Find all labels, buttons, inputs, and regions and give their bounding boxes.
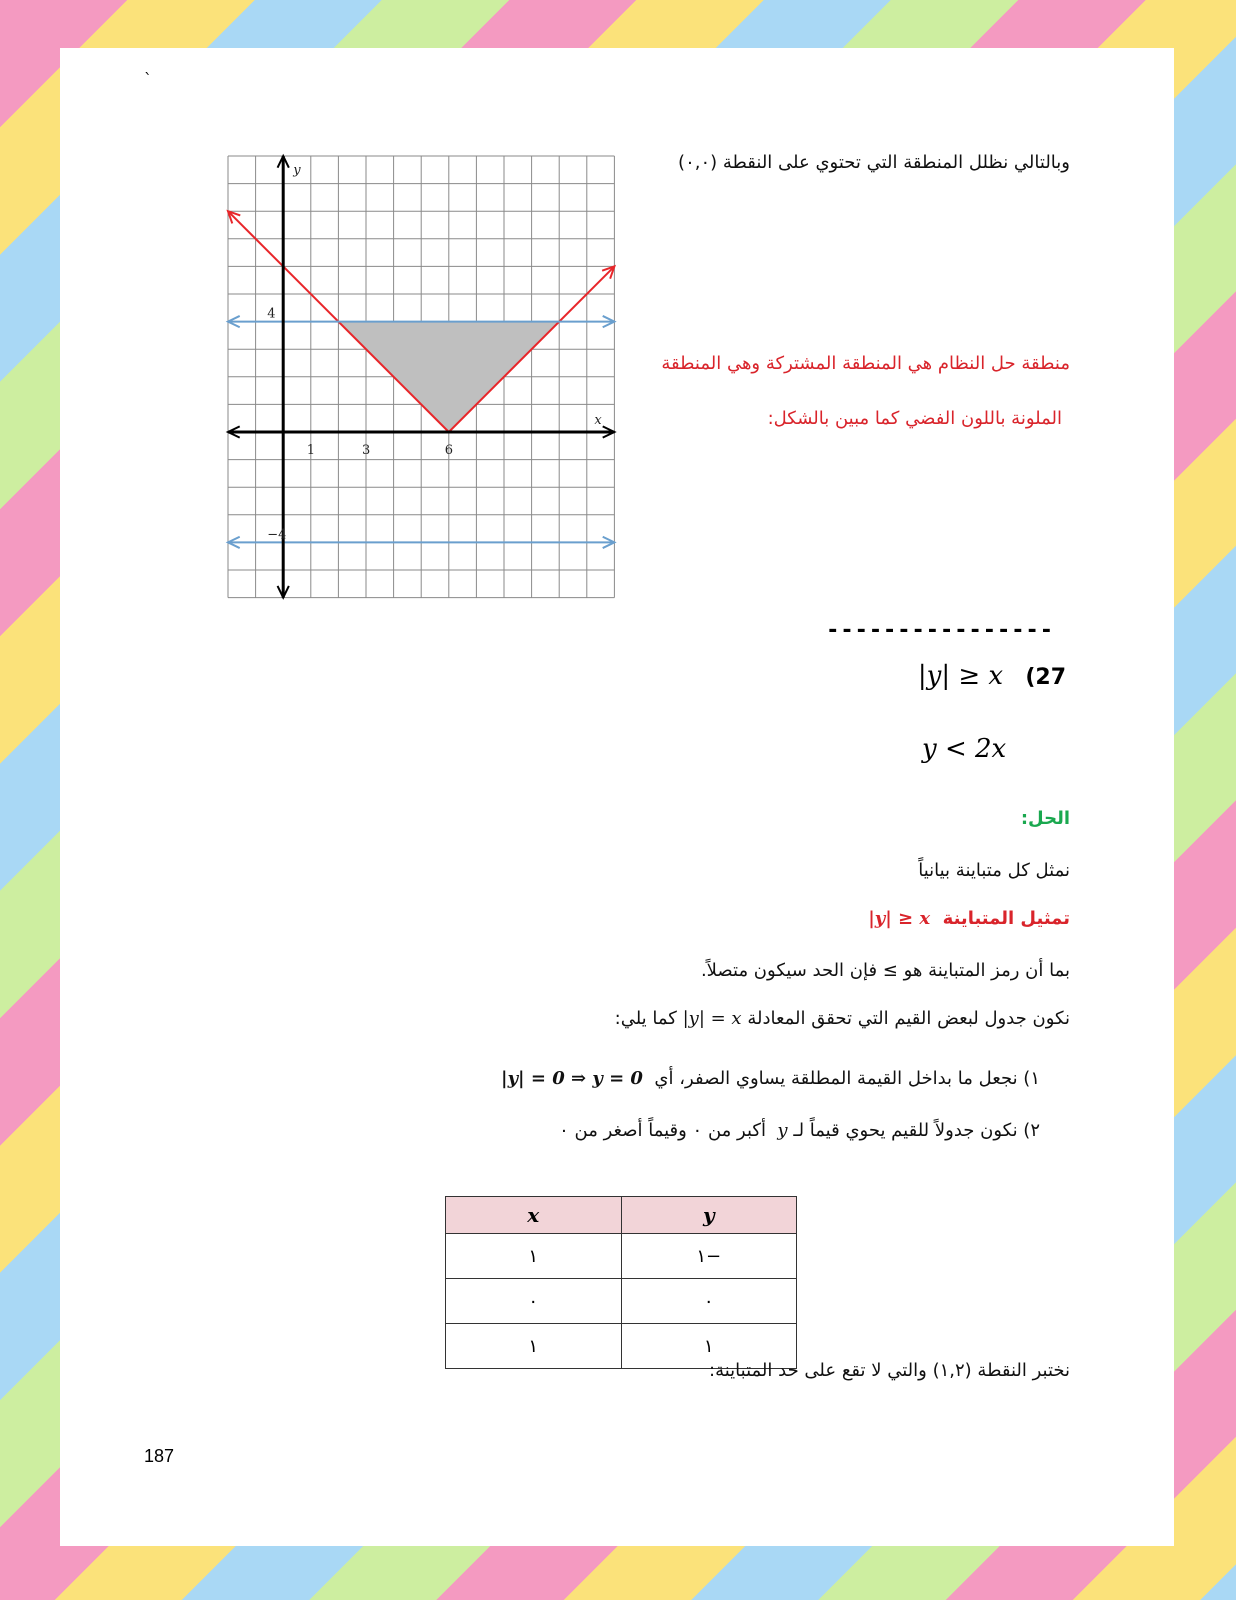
- table-cell-y: ١: [621, 1324, 797, 1369]
- table-header-y: y: [621, 1197, 797, 1234]
- table-cell-y: ١−: [621, 1234, 797, 1279]
- problem-number: (27: [1025, 665, 1066, 690]
- x-tick-label: 6: [444, 443, 454, 458]
- step2-var: y: [777, 1120, 788, 1141]
- table-row: [446, 1234, 797, 1279]
- problem-27: [918, 661, 1066, 691]
- represent-heading: [868, 908, 1070, 929]
- graph: [220, 148, 620, 628]
- values-table: [445, 1196, 797, 1369]
- table-cell-x: ٠: [446, 1279, 622, 1324]
- table-cell-y: ٠: [621, 1279, 797, 1324]
- represent-heading-text: تمثيل المتباينة: [942, 908, 1070, 929]
- table-intro-line: [615, 1008, 1070, 1029]
- represent-heading-math: |y| ≥ x: [868, 908, 931, 929]
- test-point-line: نختبر النقطة (١,٢) والتي لا تقع على حد المتباينة:: [709, 1360, 1070, 1381]
- x-tick-label: 3: [362, 443, 371, 458]
- table-intro-text: نكون جدول لبعض القيم التي تحقق المعادلة: [747, 1008, 1070, 1029]
- step-2: [559, 1120, 1040, 1141]
- step2-end: أكبر من ٠ وقيماً أصغر من ٠: [559, 1120, 766, 1141]
- solution-label: الحل:: [1020, 808, 1070, 829]
- table-header-x: x: [446, 1197, 622, 1234]
- page: [60, 48, 1174, 1546]
- step1-text: ١) نجعل ما بداخل القيمة المطلقة يساوي الصفر، أي: [654, 1068, 1040, 1089]
- y-tick-label: −4: [267, 527, 287, 543]
- top-mark: `: [144, 70, 152, 89]
- step1-math: |y| = 0 ⇒ y = 0: [501, 1068, 643, 1089]
- inequality-1: |y| ≥ x: [917, 661, 1004, 691]
- table-row: [446, 1279, 797, 1324]
- since-symbol-line: بما أن رمز المتباينة هو ≥ فإن الحد سيكون متصلاً.: [700, 960, 1070, 981]
- graph-each-line: نمثل كل متباينة بيانياً: [918, 860, 1070, 881]
- y-tick-label: 4: [267, 306, 276, 322]
- inequality-2: y < 2x: [922, 734, 1007, 764]
- x-tick-label: 1: [306, 443, 316, 458]
- y-axis-label: y: [293, 163, 301, 178]
- table-intro-end: كما يلي:: [614, 1008, 677, 1029]
- page-number: 187: [144, 1446, 175, 1466]
- intro-line: وبالتالي نظلل المنطقة التي تحتوي على النقطة (٠,٠): [678, 152, 1070, 173]
- table-cell-x: ١: [446, 1324, 622, 1369]
- x-axis-label: x: [594, 413, 602, 428]
- step2-text: ٢) نكون جدولاً للقيم يحوي قيماً لـ: [793, 1120, 1040, 1141]
- solution-region-line1: منطقة حل النظام هي المنطقة المشتركة وهي المنطقة: [661, 353, 1070, 374]
- table-cell-x: ١: [446, 1234, 622, 1279]
- solution-region-line2: الملونة باللون الفضي كما مبين بالشكل:: [767, 408, 1062, 429]
- step-1: [501, 1068, 1040, 1089]
- table-header-row: [446, 1197, 797, 1234]
- separator: ----------------: [826, 618, 1054, 643]
- table-intro-math: |y| = x: [682, 1008, 742, 1029]
